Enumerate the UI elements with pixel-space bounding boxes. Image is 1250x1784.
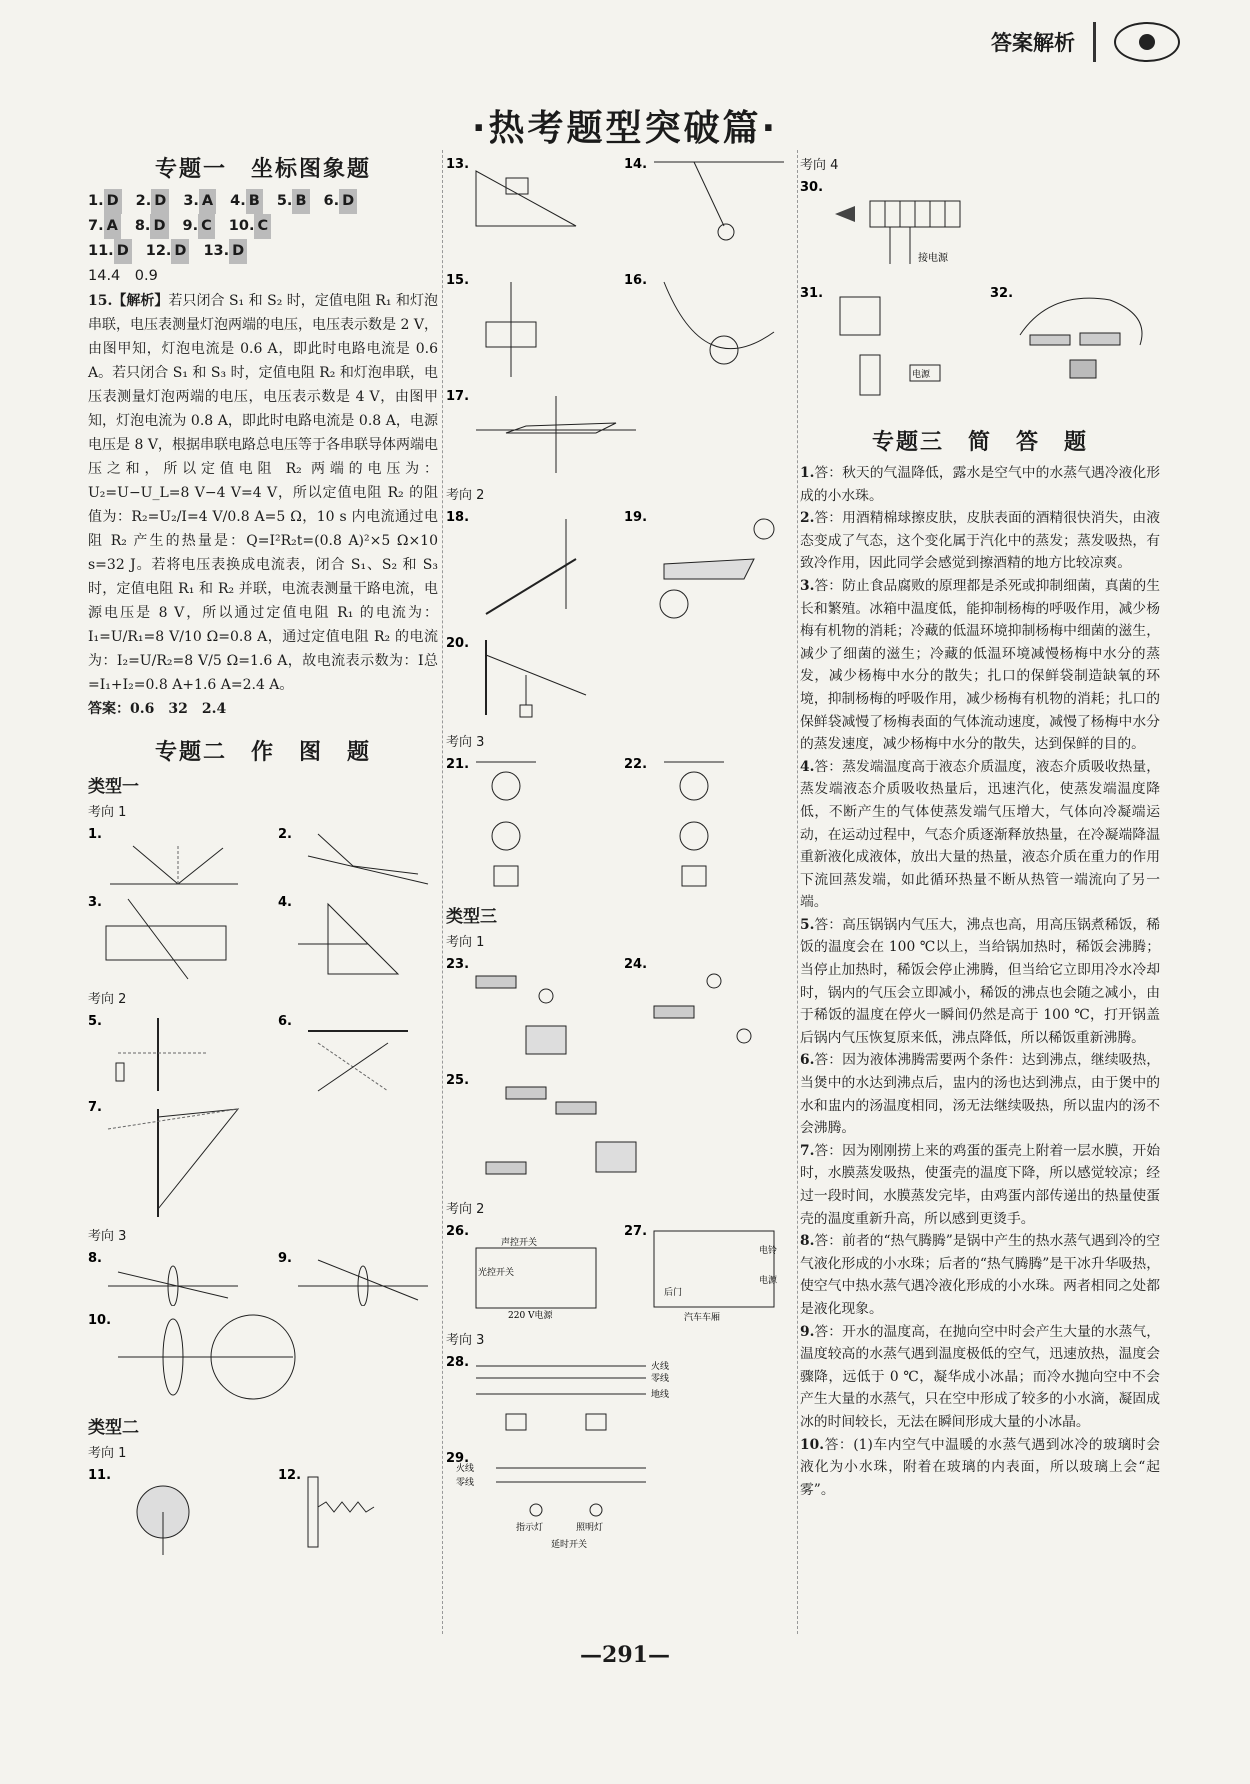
figure-10 — [88, 1312, 438, 1407]
short-answer-item — [800, 914, 1160, 1050]
lighting-label: 照明灯 — [576, 1523, 604, 1533]
short-answer-item — [800, 756, 1160, 914]
q15-answer: 答案：0.6 32 2.4 — [88, 701, 227, 717]
svg-text:28.: 28. — [446, 1355, 470, 1370]
direction-3b-label-col2: 考向 3 — [446, 1333, 485, 1348]
figures-8-9 — [88, 1250, 438, 1306]
answer-number: 2. — [800, 510, 815, 527]
home-wiring-diagram-28 — [446, 1354, 746, 1444]
reflection-diagram-1 — [88, 826, 248, 888]
page-title: ·热考题型突破篇· — [471, 108, 779, 149]
figures-26-27 — [446, 1223, 794, 1323]
mc-row — [88, 239, 438, 264]
garage-label: 汽车车厢 — [684, 1313, 721, 1323]
answer-text: 答：用酒精棉球擦皮肤，皮肤表面的酒精很快消失，由液态变成了气态，这个变化属于汽化中的蒸发；蒸发吸热，有致冷作用，因此同学会感觉到擦酒精的地方比较凉爽。 — [800, 510, 1160, 572]
answer-choice: D — [229, 239, 247, 264]
column-3 — [800, 150, 1160, 1664]
column-divider-1 — [442, 150, 443, 1634]
short-answer-item — [800, 1049, 1160, 1139]
svg-text:31.: 31. — [800, 286, 824, 301]
bell-circuit-diagram-27 — [624, 1223, 794, 1323]
answer-number: 3. — [800, 577, 815, 594]
spring-force-diagram-12 — [278, 1467, 438, 1557]
eye-logo-icon — [1114, 22, 1180, 62]
type1-heading: 类型一 — [88, 777, 139, 797]
svg-text:17.: 17. — [446, 389, 470, 404]
answer-text: 答：因为液体沸腾需要两个条件：达到沸点，继续吸热，当煲中的水达到沸点后，盅内的汤也达到沸点，由于煲中的水和盅内的汤温度相同，汤无法继续吸热，所以盅内的汤不会沸腾。 — [800, 1052, 1160, 1137]
mirror-diagram-5 — [88, 1013, 248, 1093]
topic2-heading: 专题二 作 图 题 — [154, 740, 371, 765]
answer-text: 答：高压锅锅内气压大，沸点也高，用高压锅煮稀饭，稀饭的温度会在 100 ℃以上，当给锅加热时，稀饭会沸腾；当停止加热时，稀饭会停止沸腾，但当给它立即用冷水冷却时，锅内的气压会立即减小，稀饭的沸点也会随之减小，由于稀饭的温度在停火一瞬间仍然是高于 100 ℃，打开锅盖后锅内气压恢复原来低，沸点降低，所以稀饭重新沸腾。 — [800, 916, 1160, 1046]
zero-line-label: 零线 — [651, 1374, 670, 1384]
direction-1b-label: 考向 1 — [88, 1446, 127, 1461]
header-divider — [1093, 22, 1096, 62]
prism-diagram-4 — [278, 894, 438, 982]
answer-number: 6. — [800, 1052, 815, 1069]
figure-20 — [446, 635, 794, 725]
question-number: 5. — [276, 193, 293, 209]
back-door-label: 后门 — [664, 1288, 683, 1298]
fire-line-label-29: 火线 — [456, 1464, 475, 1474]
svg-text:3.: 3. — [88, 895, 102, 910]
figures-13-14 — [446, 156, 794, 266]
question-number: 10. — [228, 218, 255, 234]
q14-answer: 14.4 0.9 — [88, 268, 158, 284]
direction-3-label-col2: 考向 3 — [446, 735, 485, 750]
page-header — [991, 22, 1180, 62]
answer-choice: D — [339, 189, 357, 214]
answer-text: 答：(1)车内空气中温暖的水蒸气遇到冰冷的玻璃时会液化为小水珠，附着在玻璃的内表面，所以玻璃上会“起雾”。 — [800, 1436, 1160, 1498]
lever-diagram-18 — [446, 509, 616, 629]
svg-text:19.: 19. — [624, 510, 648, 525]
short-answer-item — [800, 1230, 1160, 1320]
boat-force-diagram-17 — [446, 388, 746, 478]
header-label: 答案解析 — [991, 31, 1075, 55]
magnet-circuit-diagram-32 — [990, 285, 1160, 415]
question-number: 1. — [88, 193, 104, 209]
pendulum-diagram-14 — [624, 156, 794, 266]
direction-1-label: 考向 1 — [88, 805, 127, 820]
svg-text:13.: 13. — [446, 157, 470, 172]
refraction-diagram-3 — [88, 894, 248, 982]
answer-text: 答：秋天的气温降低，露水是空气中的水蒸气遇冷液化形成的小水珠。 — [800, 465, 1160, 504]
short-answer-item — [800, 507, 1160, 575]
circuit-diagram-24 — [624, 956, 794, 1066]
svg-text:9.: 9. — [278, 1251, 292, 1266]
svg-text:20.: 20. — [446, 636, 470, 651]
short-answer-item — [800, 575, 1160, 756]
svg-text:26.: 26. — [446, 1224, 470, 1239]
answer-text: 答：前者的“热气腾腾”是锅中产生的热水蒸气遇到冷的空气液化形成的小水珠；后者的“热气腾腾”是干冰升华吸热，使空气中热水蒸气遇冷液化形成的小水珠。两者相同之处都是液化现象。 — [800, 1233, 1160, 1317]
incline-diagram-13 — [446, 156, 616, 236]
short-answer-item — [800, 462, 1160, 507]
ball-track-diagram-16 — [624, 272, 794, 382]
short-answer-item — [800, 1321, 1160, 1434]
figures-31-32 — [800, 285, 1160, 415]
short-answer-item — [800, 1140, 1160, 1230]
topic3-heading: 专题三 简 答 题 — [871, 430, 1088, 455]
column-1 — [88, 150, 438, 1664]
page-number: —291— — [580, 1642, 670, 1668]
svg-text:6.: 6. — [278, 1014, 292, 1029]
mirror-diagram-6 — [278, 1013, 438, 1093]
type2-heading: 类型二 — [88, 1418, 139, 1438]
svg-text:1.: 1. — [88, 827, 102, 842]
svg-text:4.: 4. — [278, 895, 292, 910]
ground-line-label: 地线 — [651, 1390, 670, 1400]
svg-text:5.: 5. — [88, 1014, 102, 1029]
answer-choice: A — [199, 189, 216, 214]
figure-28 — [446, 1354, 794, 1444]
mirror-field-diagram-7 — [88, 1099, 388, 1219]
figures-18-19 — [446, 509, 794, 629]
direction-4-label: 考向 4 — [800, 158, 839, 173]
answer-number: 8. — [800, 1233, 815, 1250]
svg-text:8.: 8. — [88, 1251, 102, 1266]
figures-15-16 — [446, 272, 794, 382]
answer-text: 答：防止食品腐败的原理都是杀死或抑制细菌，真菌的生长和繁殖。冰箱中温度低，能抑制杨梅的呼吸作用，减少杨梅有机物的消耗；冷藏的低温环境抑制杨梅中细菌的滋生，减少了细菌的滋生；冷藏的低温环境减慢杨梅中水分的蒸发，减少杨梅中水分的散失；扎口的保鲜袋制造缺氧的环境，抑制杨梅的呼吸作用，减少杨梅有机物的消耗；扎口的保鲜袋减慢了杨梅表面的气体流动速度，减慢了杨梅中水分的蒸发速度，减少杨梅中水分的散失，达到保鲜的目的。 — [800, 577, 1160, 753]
question-number: 6. — [323, 193, 340, 209]
svg-text:10.: 10. — [88, 1313, 112, 1328]
eye-lens-diagram-10 — [88, 1312, 388, 1407]
svg-text:23.: 23. — [446, 957, 470, 972]
answer-number: 4. — [800, 758, 815, 775]
answer-number: 9. — [800, 1323, 815, 1340]
mc-row — [88, 214, 438, 239]
svg-text:22.: 22. — [624, 757, 648, 772]
pulley-diagram-22 — [624, 756, 794, 896]
svg-text:32.: 32. — [990, 286, 1014, 301]
q15-text: 若只闭合 S₁ 和 S₂ 时，定值电阻 R₁ 和灯泡串联，电压表测量灯泡两端的电压，电压表示数是 2 V，由图甲知，灯泡电流是 0.6 A，即此时电路电流是 0.6 A。若只闭合 S₁ 和 S₃ 时，定值电阻 R₂ 和灯泡串联，电压表测量灯泡两端的电压，电压表示数是 4 V，由图甲知，灯泡电流为 0.8 A，即此时电路电流是 0.8 A，电源电压是 8 V，根据串联电路总电压等于各串联导体两端电压之和，所以定值电阻 R₂ 两端的电压为：U₂=U−U_L=8 V−4 V=4 V，所以定值电阻 R₂ 的阻值为：R₂=U₂/I=4 V/0.8 A=5 Ω，10 s 内电流通过电阻 R₂ 产生的热量是：Q=I²R₂t=(0.8 A)²×5 Ω×10 s=32 J。若将电压表换成电流表，闭合 S₁、S₂ 和 S₃ 时，定值电阻 R₁ 和 R₂ 并联，电流表测量干路电流，电源电压是 8 V，所以通过定值电阻 R₁ 的电流为：I₁=U/R₁=8 V/10 Ω=0.8 A，通过定值电阻 R₂ 的电流为：I₂=U/R₂=8 V/5 Ω=1.6 A，故电流表示数为：I总=I₁+I₂=0.8 A+1.6 A=2.4 A。 — [88, 293, 438, 693]
figures-21-22 — [446, 756, 794, 896]
answer-text: 答：因为刚刚捞上来的鸡蛋的蛋壳上附着一层水膜，开始时，水膜蒸发吸热，使蛋壳的温度下降，所以感觉较凉；经过一段时间，水膜蒸发完毕，由鸡蛋内部传递出的热量使蛋壳的温度重新升高，所以感到更烫手。 — [800, 1142, 1160, 1227]
question-number: 13. — [203, 243, 230, 259]
answer-number: 5. — [800, 916, 815, 933]
direction-2-label-col2: 考向 2 — [446, 488, 485, 503]
box-force-diagram-15 — [446, 272, 616, 382]
answer-number: 1. — [800, 465, 815, 481]
mc-answers — [88, 189, 438, 264]
svg-text:27.: 27. — [624, 1224, 648, 1239]
q15-solution — [88, 289, 438, 697]
figure-17 — [446, 388, 794, 478]
circuit-diagram-23 — [446, 956, 616, 1066]
svg-text:24.: 24. — [624, 957, 648, 972]
direction-2b-label-col2: 考向 2 — [446, 1202, 485, 1217]
bell-label: 电铃 — [759, 1246, 778, 1256]
lever-wall-diagram-20 — [446, 635, 746, 725]
lens-diagram-8 — [88, 1250, 248, 1306]
column-divider-2 — [797, 150, 798, 1634]
question-number: 3. — [183, 193, 199, 209]
answer-text: 答：开水的温度高，在抛向空中时会产生大量的水蒸气，温度较高的水蒸气遇到温度极低的空气，迅速放热，温度会骤降，远低于 0 ℃，凝华成小冰晶；而冷水抛向空中不会产生大量的水蒸气，只在空中形成了较多的小水滴，凝固成冰的时间较长，无法在瞬间形成大量的小冰晶。 — [800, 1323, 1160, 1430]
figure-7 — [88, 1099, 438, 1219]
answer-choice: D — [114, 239, 132, 264]
svg-text:21.: 21. — [446, 757, 470, 772]
zero-line-label-29: 零线 — [456, 1478, 475, 1488]
figures-1-2 — [88, 826, 438, 888]
figure-29 — [446, 1450, 794, 1550]
panda-force-diagram-11 — [88, 1467, 248, 1557]
indicator-label: 指示灯 — [516, 1523, 544, 1533]
svg-text:7.: 7. — [88, 1100, 102, 1115]
switch-circuit-diagram-26 — [446, 1223, 616, 1323]
answer-choice: B — [246, 189, 263, 214]
question-number: 2. — [135, 193, 152, 209]
svg-text:18.: 18. — [446, 510, 470, 525]
answer-choice: D — [104, 189, 122, 214]
short-answer-item — [800, 1434, 1160, 1502]
question-number: 12. — [145, 243, 172, 259]
answer-choice: D — [151, 189, 169, 214]
pulley-diagram-21 — [446, 756, 616, 896]
fire-line-label: 火线 — [651, 1362, 670, 1372]
question-number: 9. — [182, 218, 199, 234]
answer-choice: C — [254, 214, 271, 239]
direction-2-label: 考向 2 — [88, 992, 127, 1007]
wheelbarrow-diagram-19 — [624, 509, 794, 629]
figures-3-4 — [88, 894, 438, 982]
svg-text:12.: 12. — [278, 1468, 302, 1483]
power-label-27: 电源 — [759, 1276, 778, 1286]
answer-text: 答：蒸发端温度高于液态介质温度，液态介质吸收热量，蒸发端液态介质吸收热量后，迅速汽化，使蒸发端温度降低，不断产生的气体使蒸发端气压增大，气体向冷凝端运动，在运动过程中，气态介质逐渐释放热量，在冷凝端降温重新液化成液体，放出大量的热量，液态介质在重力的作用下流回蒸发端，如此循环热量不断从热管一端流向了另一端。 — [800, 758, 1160, 911]
figure-30 — [800, 179, 1160, 279]
svg-text:29.: 29. — [446, 1451, 470, 1466]
svg-text:2.: 2. — [278, 827, 292, 842]
svg-text:25.: 25. — [446, 1073, 470, 1088]
electromagnet-diagram-31 — [800, 285, 970, 415]
circuit-diagram-25 — [446, 1072, 746, 1192]
answer-choice: D — [150, 214, 168, 239]
answer-choice: C — [198, 214, 215, 239]
delay-switch-label: 延时开关 — [551, 1540, 588, 1550]
answer-number: 10. — [800, 1436, 825, 1453]
short-answer-list — [800, 462, 1160, 1501]
q15-label: 15.【解析】 — [88, 293, 169, 309]
power-220-label: 220 V电源 — [508, 1311, 553, 1321]
direction-3-label: 考向 3 — [88, 1229, 127, 1244]
answer-number: 7. — [800, 1142, 815, 1159]
question-number: 11. — [88, 243, 114, 259]
svg-text:30.: 30. — [800, 180, 824, 195]
reflection-diagram-2 — [278, 826, 438, 888]
svg-text:15.: 15. — [446, 273, 470, 288]
stair-light-diagram-29 — [446, 1450, 746, 1550]
svg-text:11.: 11. — [88, 1468, 112, 1483]
figures-23-24 — [446, 956, 794, 1066]
answer-choice: D — [171, 239, 189, 264]
answer-choice: A — [104, 214, 121, 239]
solenoid-diagram-30 — [800, 179, 1100, 279]
figures-11-12 — [88, 1467, 438, 1557]
direction-1-label-col2: 考向 1 — [446, 935, 485, 950]
figures-5-6 — [88, 1013, 438, 1093]
column-2 — [446, 150, 794, 1664]
answer-choice: B — [292, 189, 309, 214]
power-label-31: 电源 — [912, 370, 931, 380]
question-number: 4. — [230, 193, 246, 209]
lens-diagram-9 — [278, 1250, 438, 1306]
type3-heading: 类型三 — [446, 907, 497, 927]
connect-power-label: 接电源 — [918, 253, 948, 264]
figure-25 — [446, 1072, 794, 1192]
mc-row — [88, 189, 438, 214]
topic1-heading: 专题一 坐标图象题 — [154, 157, 371, 182]
voice-switch-label: 声控开关 — [501, 1238, 538, 1248]
question-number: 8. — [134, 218, 151, 234]
svg-text:14.: 14. — [624, 157, 648, 172]
svg-text:16.: 16. — [624, 273, 648, 288]
question-number: 7. — [88, 218, 104, 234]
light-switch-label: 光控开关 — [478, 1268, 515, 1278]
